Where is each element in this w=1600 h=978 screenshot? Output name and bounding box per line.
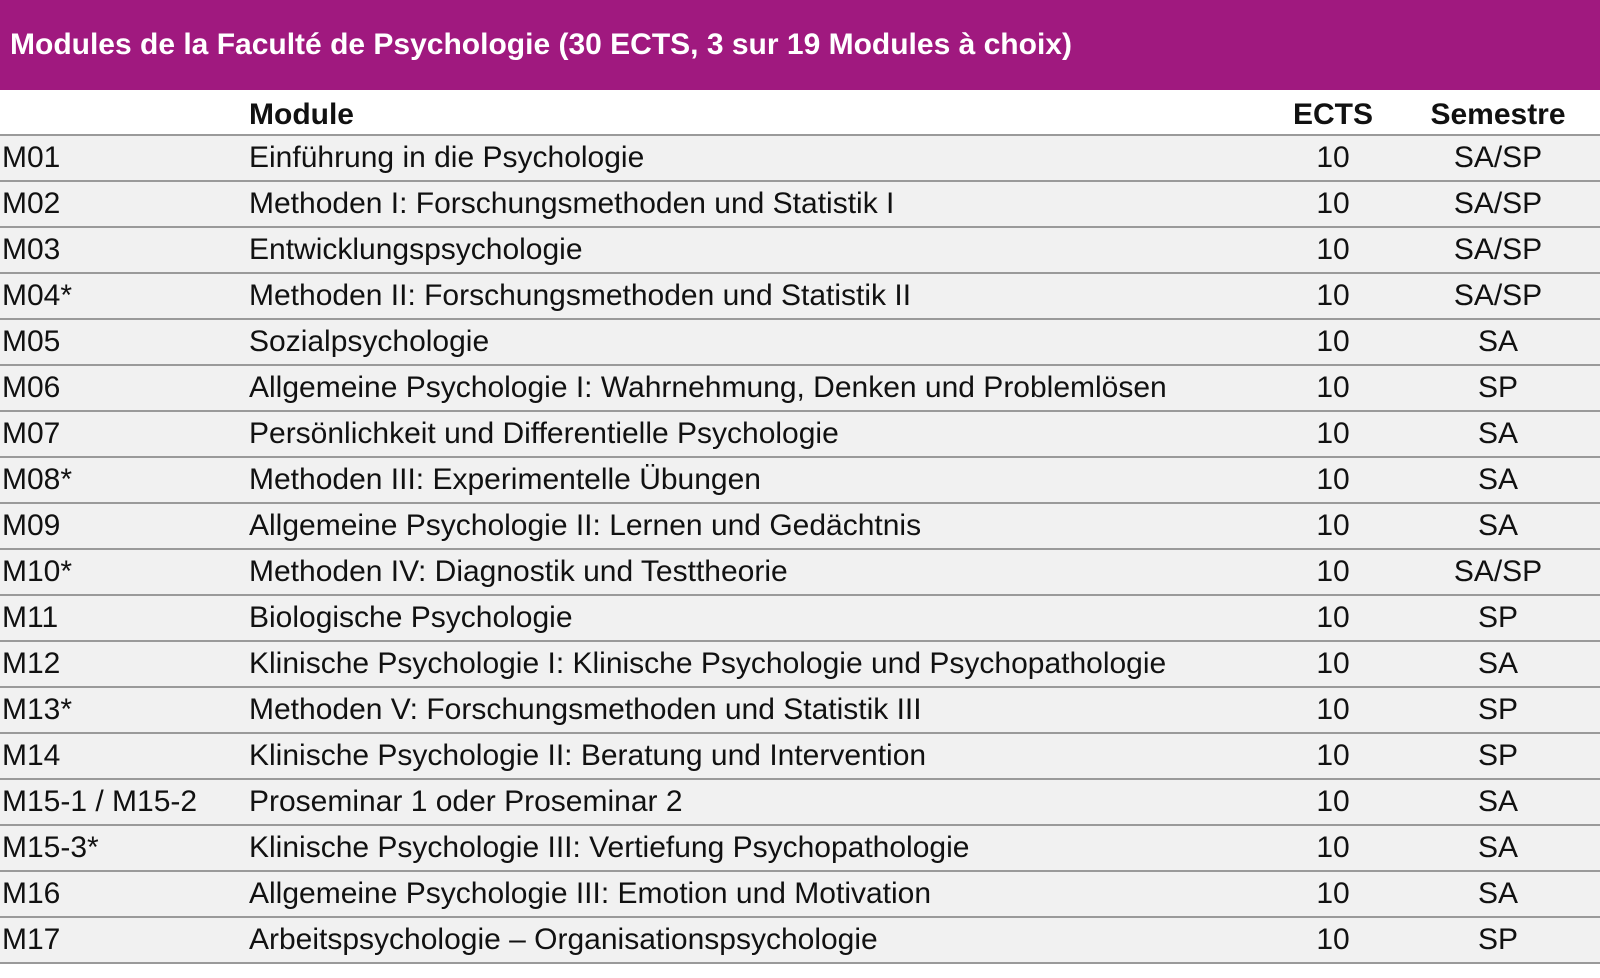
module-name: Klinische Psychologie III: Vertiefung Psychopathologie [249, 831, 970, 864]
table-row [0, 596, 1600, 642]
module-ects: 10 [1316, 877, 1350, 910]
module-code: M06 [2, 371, 61, 404]
module-semestre: SA [1477, 831, 1519, 864]
module-semestre: SP [1477, 923, 1519, 956]
table-row [0, 228, 1600, 274]
module-ects: 10 [1316, 739, 1350, 772]
module-name: Methoden III: Experimentelle Übungen [249, 463, 761, 496]
module-semestre: SA [1477, 509, 1519, 542]
module-code: M02 [2, 187, 61, 220]
module-name: Allgemeine Psychologie I: Wahrnehmung, Denken und Problemlösen [249, 371, 1167, 404]
module-semestre: SP [1477, 601, 1519, 634]
module-ects: 10 [1316, 693, 1350, 726]
module-code: M09 [2, 509, 61, 542]
table-row [0, 274, 1600, 320]
module-name: Klinische Psychologie I: Klinische Psychologie und Psychopathologie [249, 647, 1167, 680]
module-code: M08* [2, 463, 73, 496]
table-row [0, 688, 1600, 734]
module-code: M12 [2, 647, 61, 680]
module-ects: 10 [1316, 509, 1350, 542]
module-code: M17 [2, 923, 61, 956]
module-code: M13* [2, 693, 73, 726]
module-code: M10* [2, 555, 73, 588]
module-semestre: SP [1477, 739, 1519, 772]
module-code: M15-3* [2, 831, 99, 864]
module-ects: 10 [1316, 371, 1350, 404]
table-row [0, 320, 1600, 366]
module-semestre: SA/SP [1453, 555, 1543, 588]
module-semestre: SA/SP [1453, 187, 1543, 220]
header-semestre: Semestre [1430, 98, 1566, 131]
module-name: Einführung in die Psychologie [249, 141, 645, 174]
module-ects: 10 [1316, 233, 1350, 266]
module-name: Proseminar 1 oder Proseminar 2 [249, 785, 683, 818]
module-name: Methoden IV: Diagnostik und Testtheorie [249, 555, 788, 588]
module-code: M16 [2, 877, 61, 910]
module-ects: 10 [1316, 187, 1350, 220]
module-name: Persönlichkeit und Differentielle Psychologie [249, 417, 839, 450]
module-semestre: SA [1477, 785, 1519, 818]
module-semestre: SA/SP [1453, 141, 1543, 174]
module-semestre: SA/SP [1453, 279, 1543, 312]
module-code: M07 [2, 417, 61, 450]
module-code: M03 [2, 233, 61, 266]
module-ects: 10 [1316, 647, 1350, 680]
module-code: M05 [2, 325, 61, 358]
table-row [0, 872, 1600, 918]
module-name: Allgemeine Psychologie III: Emotion und Motivation [249, 877, 932, 910]
module-semestre: SA [1477, 877, 1519, 910]
module-code: M04* [2, 279, 73, 312]
module-ects: 10 [1316, 785, 1350, 818]
module-name: Allgemeine Psychologie II: Lernen und Gedächtnis [249, 509, 922, 542]
modules-table [0, 90, 1600, 964]
module-name: Arbeitspsychologie – Organisationspsychologie [249, 923, 878, 956]
module-semestre: SA [1477, 417, 1519, 450]
module-ects: 10 [1316, 325, 1350, 358]
module-semestre: SP [1477, 371, 1519, 404]
module-code: M14 [2, 739, 61, 772]
table-row [0, 136, 1600, 182]
module-name: Methoden V: Forschungsmethoden und Statistik III [249, 693, 922, 726]
module-name: Methoden II: Forschungsmethoden und Statistik II [249, 279, 912, 312]
module-ects: 10 [1316, 831, 1350, 864]
header-code [0, 109, 249, 115]
module-ects: 10 [1316, 601, 1350, 634]
module-code: M11 [2, 601, 59, 634]
title-bar [0, 0, 1600, 90]
table-row [0, 918, 1600, 964]
header-module: Module [249, 98, 354, 131]
table-row [0, 826, 1600, 872]
module-ects: 10 [1316, 923, 1350, 956]
module-ects: 10 [1316, 463, 1350, 496]
module-code: M01 [2, 141, 61, 174]
page-title: Modules de la Faculté de Psychologie (30 ECTS, 3 sur 19 Modules à choix) [10, 28, 1072, 61]
module-ects: 10 [1316, 555, 1350, 588]
table-row [0, 182, 1600, 228]
module-ects: 10 [1316, 417, 1350, 450]
module-name: Sozialpsychologie [249, 325, 490, 358]
module-name: Biologische Psychologie [249, 601, 573, 634]
module-code: M15-1 / M15-2 [2, 785, 198, 818]
module-semestre: SP [1477, 693, 1519, 726]
table-header [0, 90, 1600, 136]
module-name: Entwicklungspsychologie [249, 233, 583, 266]
module-semestre: SA/SP [1453, 233, 1543, 266]
header-ects: ECTS [1292, 98, 1373, 131]
table-row [0, 780, 1600, 826]
module-ects: 10 [1316, 141, 1350, 174]
module-semestre: SA [1477, 463, 1519, 496]
table-body [0, 136, 1600, 964]
table-row [0, 366, 1600, 412]
module-name: Methoden I: Forschungsmethoden und Statistik I [249, 187, 895, 220]
table-row [0, 642, 1600, 688]
table-row [0, 458, 1600, 504]
table-row [0, 412, 1600, 458]
table-row [0, 504, 1600, 550]
module-semestre: SA [1477, 325, 1519, 358]
table-row [0, 550, 1600, 596]
module-semestre: SA [1477, 647, 1519, 680]
module-name: Klinische Psychologie II: Beratung und Intervention [249, 739, 927, 772]
table-row [0, 734, 1600, 780]
module-ects: 10 [1316, 279, 1350, 312]
